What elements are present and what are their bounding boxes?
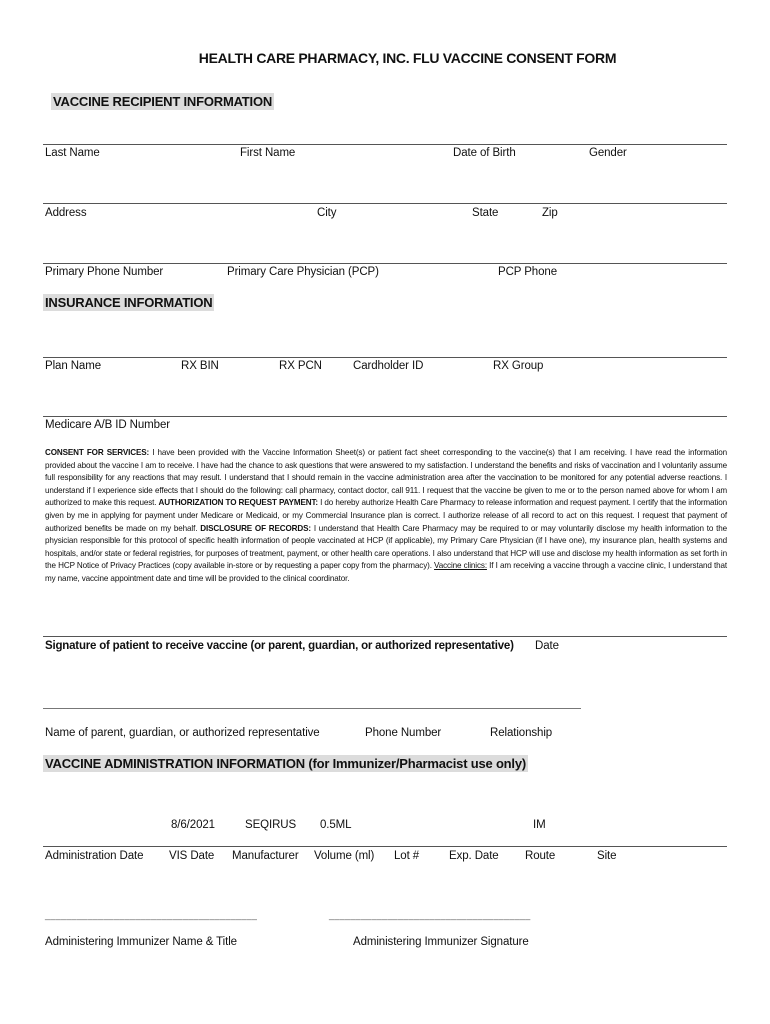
divider (43, 416, 727, 417)
first-name-field[interactable]: First Name (240, 147, 296, 159)
date-of-birth-field[interactable]: Date of Birth (453, 147, 516, 159)
rx-bin-field[interactable]: RX BIN (181, 360, 219, 372)
administration-section-heading: VACCINE ADMINISTRATION INFORMATION (for Immunizer/Pharmacist use only) (45, 756, 526, 771)
divider (43, 263, 727, 264)
cardholder-id-field[interactable]: Cardholder ID (353, 360, 424, 372)
site-field[interactable]: Site (597, 850, 617, 862)
signature-date-field[interactable]: Date (535, 640, 559, 652)
divider (43, 203, 727, 204)
manufacturer-field[interactable]: Manufacturer (232, 850, 299, 862)
zip-field[interactable]: Zip (542, 207, 558, 219)
payment-auth-label: AUTHORIZATION TO REQUEST PAYMENT: (158, 498, 319, 508)
divider (43, 357, 727, 358)
state-field[interactable]: State (472, 207, 499, 219)
insurance-section-heading: INSURANCE INFORMATION (45, 295, 213, 310)
primary-phone-field[interactable]: Primary Phone Number (45, 266, 164, 278)
disclosure-text: I understand that Health Care Pharmacy may be required to or may voluntarily disclose my health information to the physician responsible for this protocol of specific health information of people vaccinated at HCP (if applicable), my Primary Care Physician (if I have one), my insurance plan, health systems and hospitals, and/or state or federal registries, for purposes of treatment, payment, or other health care operations. I also understand that HCP will use and disclose my health information as set forth in the HCP Notice of Privacy Practices (copy available in-store or by requesting a paper copy from the pharmacy). (45, 523, 727, 571)
divider (43, 636, 727, 637)
lot-number-field[interactable]: Lot # (394, 850, 420, 862)
consent-services-text: I have been provided with the Vaccine Information Sheet(s) or patient fact sheet corresponding to the vaccine(s) that I am receiving. I have read the information provided about the vaccine I am to receive. I have had the chance to ask questions that were answered to my satisfaction. I understand the benefits and risks of vaccination and I voluntarily assume full responsibility for any reactions that may result. I understand that I should remain in the vaccine administration area after the vaccination to be monitored for any potential adverse reactions. I understand if I experience side effects that I should do the following: call pharmacy, contact doctor, call 911. I request that the vaccine be given to me or to the person named above for whom I am authorized to make this request. (45, 448, 727, 508)
guardian-signature-line (43, 708, 581, 709)
plan-name-field[interactable]: Plan Name (45, 360, 101, 372)
immunizer-signature-label: Administering Immunizer Signature (353, 936, 529, 948)
administration-date-field[interactable]: Administration Date (45, 850, 144, 862)
consent-services-label: CONSENT FOR SERVICES: (45, 448, 150, 457)
manufacturer-value: SEQIRUS (245, 819, 297, 831)
vis-date-field[interactable]: VIS Date (169, 850, 215, 862)
vaccine-clinics-text: If I am receiving a vaccine through a vaccine clinic, I understand that my name, vaccine appointment date and time will be provided to the clinical coordinator. (45, 561, 727, 583)
immunizer-signature-line[interactable]: ______________________________________ (329, 910, 531, 920)
recipient-section-heading: VACCINE RECIPIENT INFORMATION (53, 94, 273, 109)
payment-auth-text: I do hereby authorize Health Care Pharmacy to release information and request payment. I certify that the information given by me in applying for payment under Medicare or Medicaid, or my Commercial Insurance plan is correct. I authorize release of all record to act on this request. I request that payment of authorized benefits be made on my behalf. (45, 498, 727, 533)
guardian-name-field[interactable]: Name of parent, guardian, or authorized representative (45, 727, 320, 739)
rx-group-field[interactable]: RX Group (493, 360, 544, 372)
immunizer-name-label: Administering Immunizer Name & Title (45, 936, 237, 948)
address-field[interactable]: Address (45, 207, 87, 219)
gender-field[interactable]: Gender (589, 147, 627, 159)
vis-date-value: 8/6/2021 (171, 819, 215, 831)
immunizer-name-line[interactable]: ________________________________________ (45, 910, 258, 920)
divider (43, 144, 727, 145)
route-field[interactable]: Route (525, 850, 556, 862)
volume-value: 0.5ML (320, 819, 352, 831)
rx-pcn-field[interactable]: RX PCN (279, 360, 322, 372)
volume-field[interactable]: Volume (ml) (314, 850, 375, 862)
pcp-phone-field[interactable]: PCP Phone (498, 266, 557, 278)
disclosure-label: DISCLOSURE OF RECORDS: (200, 523, 311, 533)
medicare-id-field[interactable]: Medicare A/B ID Number (45, 419, 170, 431)
form-title: HEALTH CARE PHARMACY, INC. FLU VACCINE CONSENT FORM (198, 50, 617, 66)
guardian-phone-field[interactable]: Phone Number (365, 727, 442, 739)
vaccine-clinics-label: Vaccine clinics: (434, 561, 487, 571)
route-value: IM (533, 819, 546, 831)
pcp-field[interactable]: Primary Care Physician (PCP) (227, 266, 379, 278)
relationship-field[interactable]: Relationship (490, 727, 553, 739)
city-field[interactable]: City (317, 207, 337, 219)
expiration-date-field[interactable]: Exp. Date (449, 850, 499, 862)
patient-signature-field[interactable]: Signature of patient to receive vaccine (or parent, guardian, or authorized representative) (45, 640, 514, 652)
consent-paragraph (45, 447, 727, 586)
divider (43, 846, 727, 847)
last-name-field[interactable]: Last Name (45, 147, 100, 159)
